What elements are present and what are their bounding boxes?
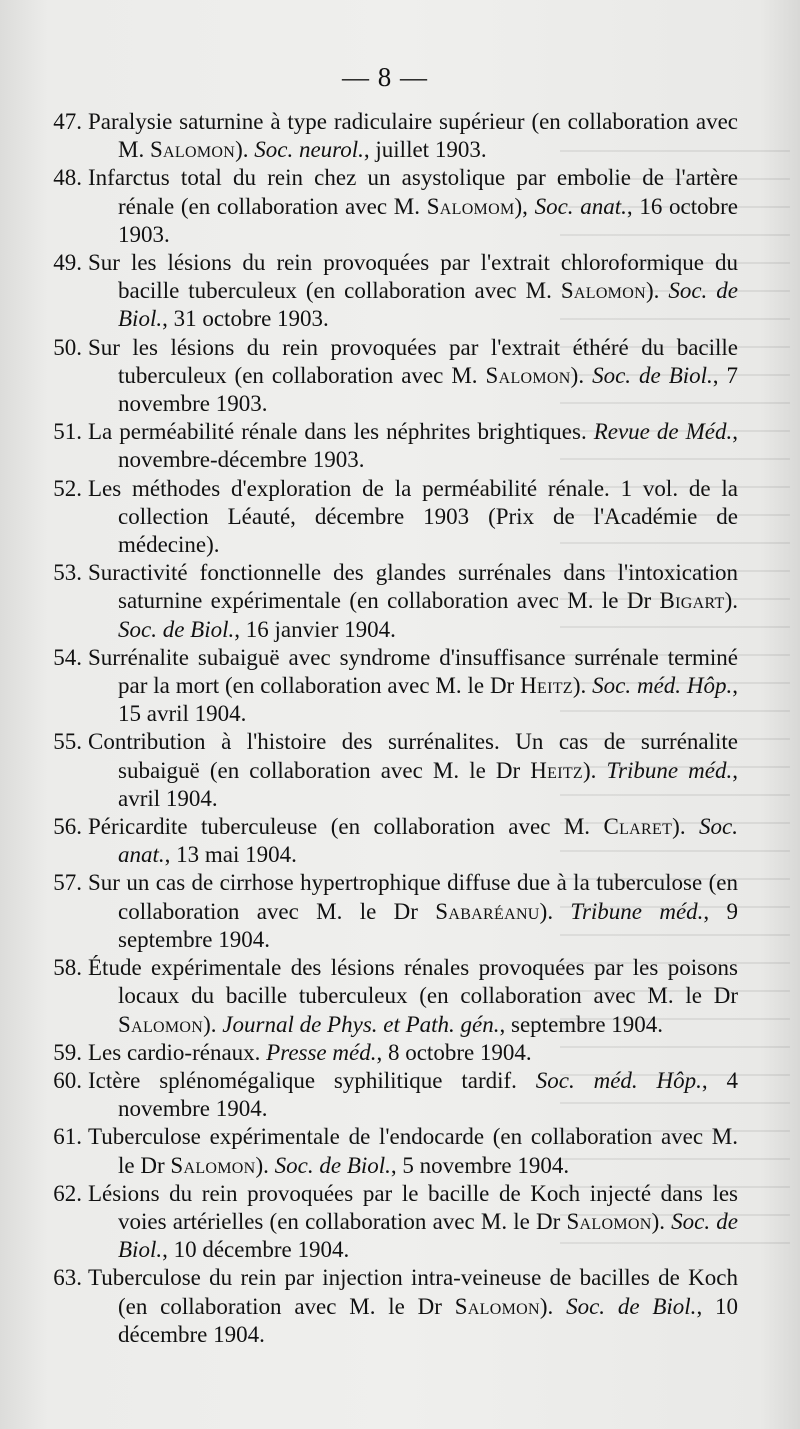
bibliography-entry bbox=[38, 1123, 738, 1179]
author-name: Heitz bbox=[530, 757, 584, 783]
journal-title: Soc. de Biol. bbox=[592, 362, 713, 388]
entry-text bbox=[88, 1123, 738, 1179]
journal-title: Soc. de Biol. bbox=[118, 1208, 738, 1263]
entry-text-segment: , avril 1904. bbox=[118, 757, 738, 811]
entry-text bbox=[88, 1180, 738, 1265]
entry-text-segment: , 16 octobre 1903. bbox=[118, 193, 738, 247]
entry-text-segment: Surrénalite subaiguë avec syndrome d'insuffisance surrénale terminé par la mort (en collaboration avec M. le Dr bbox=[88, 644, 738, 699]
entry-number: 59. bbox=[53, 1039, 82, 1065]
entry-text bbox=[88, 1039, 738, 1067]
entry-text bbox=[88, 813, 738, 869]
bibliography-entry bbox=[38, 1067, 738, 1123]
journal-title: Soc. de Biol. bbox=[118, 278, 738, 332]
entry-text bbox=[88, 559, 738, 644]
entry-number: 57. bbox=[53, 870, 82, 896]
entry-text bbox=[88, 418, 738, 474]
bibliography-entry bbox=[38, 869, 738, 954]
entry-text-segment: ). bbox=[724, 588, 738, 614]
entry-text-segment: Lésions du rein provoquées par le bacille de Koch injecté dans les voies artérielles (en collaboration avec M. le Dr bbox=[88, 1180, 738, 1234]
entry-text-segment: ). bbox=[672, 814, 700, 840]
bibliography-entry bbox=[38, 475, 738, 560]
entry-text-segment: Sur les lésions du rein provoquées par l'extrait chloroformique du bacille tuberculeux (en collaboration avec M. bbox=[88, 250, 738, 304]
journal-title: Soc. neurol. bbox=[254, 137, 364, 163]
author-name: Salomon bbox=[170, 1152, 256, 1178]
entry-number: 52. bbox=[53, 475, 82, 501]
journal-title: Journal de Phys. et Path. gén. bbox=[222, 1011, 500, 1037]
journal-title: Soc. de Biol. bbox=[566, 1293, 697, 1319]
journal-title: Tribune méd. bbox=[606, 757, 733, 783]
bibliography-entry bbox=[38, 1039, 738, 1067]
entry-text-segment: , 10 décembre 1904. bbox=[162, 1237, 350, 1263]
bibliography-entry bbox=[38, 954, 738, 1039]
entry-text-segment: ). bbox=[255, 1152, 275, 1178]
entry-text-segment: ). bbox=[651, 1208, 672, 1234]
entry-text-segment: ). bbox=[583, 757, 607, 783]
page-number: — 8 — bbox=[342, 62, 428, 92]
entry-number: 50. bbox=[53, 334, 82, 360]
entry-text-segment: La perméabilité rénale dans les néphrites brightiques. bbox=[88, 419, 594, 445]
entry-text-segment: Infarctus total du rein chez un asystolique par embolie de l'artère rénale (en collaboration avec M. bbox=[88, 165, 738, 219]
author-name: Salomon bbox=[149, 137, 236, 163]
entry-text-segment: Sur les lésions du rein provoquées par l'extrait éthéré du bacille tuberculeux (en collaboration avec M. bbox=[88, 334, 738, 388]
entry-text-segment: ). bbox=[539, 1293, 567, 1319]
entry-text-segment: Les méthodes d'exploration de la perméabilité rénale. 1 vol. de la collection Léauté, décembre 1903 (Prix de l'Académie de médecine). bbox=[88, 475, 738, 558]
entry-text-segment: Contribution à l'histoire des surrénalites. Un cas de surrénalite subaiguë (en collaboration avec M. le Dr bbox=[88, 729, 738, 783]
bibliography-entry bbox=[38, 334, 738, 419]
entry-text-segment: Paralysie saturnine à type radiculaire supérieur (en collaboration avec M. bbox=[88, 109, 738, 163]
entry-text-segment: , 13 mai 1904. bbox=[164, 842, 297, 868]
entry-number: 54. bbox=[53, 644, 82, 670]
entry-text-segment: , 4 novembre 1904. bbox=[118, 1067, 738, 1122]
entry-number: 49. bbox=[53, 250, 82, 276]
entry-text bbox=[88, 1264, 738, 1349]
bibliography-entry bbox=[38, 164, 738, 249]
entry-number: 58. bbox=[53, 955, 82, 981]
entry-text bbox=[88, 108, 738, 164]
entry-text-segment: , 16 janvier 1904. bbox=[234, 616, 396, 642]
entry-number: 48. bbox=[53, 165, 82, 191]
entry-number: 55. bbox=[53, 729, 82, 755]
entry-text-segment: Étude expérimentale des lésions rénales provoquées par les poisons locaux du bacille tuberculeux (en collaboration avec M. le Dr bbox=[88, 955, 738, 1009]
bibliography-entry bbox=[38, 1264, 738, 1349]
entry-text bbox=[88, 954, 738, 1039]
journal-title: Presse méd. bbox=[266, 1039, 377, 1065]
entry-text-segment: ). bbox=[645, 278, 669, 304]
entry-text-segment: ). bbox=[235, 137, 255, 163]
entry-text-segment: , novembre-décembre 1903. bbox=[118, 419, 738, 473]
entry-text-segment: Sur un cas de cirrhose hypertrophique diffuse due à la tuberculose (en collaboration avec M. le Dr bbox=[88, 870, 738, 924]
entry-text-segment: , 5 novembre 1904. bbox=[390, 1152, 570, 1178]
entry-text-segment: Ictère splénomégalique syphilitique tardif. bbox=[88, 1067, 536, 1093]
entry-text-segment: Suractivité fonctionnelle des glandes surrénales dans l'intoxication saturnine expérimentale (en collaboration avec M. le Dr bbox=[88, 560, 738, 614]
author-name: Salomom bbox=[426, 193, 515, 219]
entry-text bbox=[88, 1067, 738, 1123]
bibliography-entry bbox=[38, 108, 738, 164]
entry-number: 53. bbox=[53, 560, 82, 586]
author-name: Salomon bbox=[454, 1293, 540, 1319]
author-name: Sabaréanu bbox=[435, 898, 540, 924]
entry-text bbox=[88, 334, 738, 419]
entry-text bbox=[88, 475, 738, 560]
author-name: Salomon bbox=[118, 1011, 204, 1037]
bibliography-list bbox=[38, 108, 738, 1349]
entry-text-segment: ), bbox=[514, 193, 535, 219]
bibliography-entry bbox=[38, 559, 738, 644]
entry-number: 51. bbox=[53, 419, 82, 445]
journal-title: Soc. méd. Hôp. bbox=[535, 1067, 702, 1093]
entry-text bbox=[88, 728, 738, 813]
entry-text-segment: Tuberculose expérimentale de l'endocarde (en collaboration avec M. le Dr bbox=[88, 1124, 738, 1178]
entry-text-segment: , septembre 1904. bbox=[499, 1011, 664, 1037]
author-name: Salomon bbox=[566, 1208, 652, 1234]
entry-text-segment: , 7 novembre 1903. bbox=[118, 362, 739, 417]
author-name: Salomon bbox=[560, 278, 646, 304]
entry-text bbox=[88, 164, 738, 249]
entry-text-segment: ). bbox=[570, 362, 593, 388]
journal-title: Soc. de Biol. bbox=[274, 1152, 391, 1178]
journal-title: Tribune méd. bbox=[570, 898, 704, 924]
entry-text bbox=[88, 869, 738, 954]
entry-text-segment: , juillet 1903. bbox=[363, 137, 487, 163]
entry-number: 60. bbox=[53, 1067, 82, 1093]
entry-text bbox=[88, 644, 738, 729]
entry-text-segment: ). bbox=[203, 1011, 223, 1037]
entry-text-segment: Tuberculose du rein par injection intra-veineuse de bacilles de Koch (en collaboration avec M. le Dr bbox=[88, 1265, 738, 1319]
author-name: Salomon bbox=[485, 362, 571, 388]
bibliography-entry bbox=[38, 813, 738, 869]
bibliography-entry bbox=[38, 418, 738, 474]
journal-title: Soc. anat. bbox=[534, 193, 627, 219]
author-name: Bigart bbox=[659, 588, 725, 614]
journal-title: Soc. de Biol. bbox=[118, 616, 235, 642]
bibliography-entry bbox=[38, 249, 738, 334]
entry-text-segment: ). bbox=[572, 673, 593, 699]
entry-text-segment: ). bbox=[539, 898, 571, 924]
bibliography-entry bbox=[38, 1180, 738, 1265]
entry-text-segment: , 15 avril 1904. bbox=[118, 673, 739, 727]
entry-text-segment: , 8 octobre 1904. bbox=[376, 1039, 532, 1065]
author-name: Claret bbox=[603, 814, 673, 840]
entry-text-segment: , 10 décembre 1904. bbox=[118, 1293, 738, 1347]
journal-title: Soc. anat. bbox=[118, 814, 738, 868]
entry-text-segment: Péricardite tuberculeuse (en collaboration avec M. bbox=[88, 814, 604, 840]
entry-text-segment: , 9 septembre 1904. bbox=[118, 898, 738, 952]
bibliography-entry bbox=[38, 644, 738, 729]
entry-number: 62. bbox=[53, 1180, 82, 1206]
bibliography-entry bbox=[38, 728, 738, 813]
entry-number: 63. bbox=[53, 1265, 82, 1291]
entry-text-segment: Les cardio-rénaux. bbox=[88, 1039, 267, 1065]
journal-title: Soc. méd. Hôp. bbox=[592, 673, 733, 699]
author-name: Heitz bbox=[520, 673, 573, 699]
journal-title: Revue de Méd. bbox=[593, 419, 733, 445]
entry-number: 56. bbox=[53, 814, 82, 840]
entry-text-segment: , 31 octobre 1903. bbox=[162, 306, 329, 332]
entry-number: 61. bbox=[53, 1124, 82, 1150]
entry-text bbox=[88, 249, 738, 334]
entry-number: 47. bbox=[53, 109, 82, 134]
